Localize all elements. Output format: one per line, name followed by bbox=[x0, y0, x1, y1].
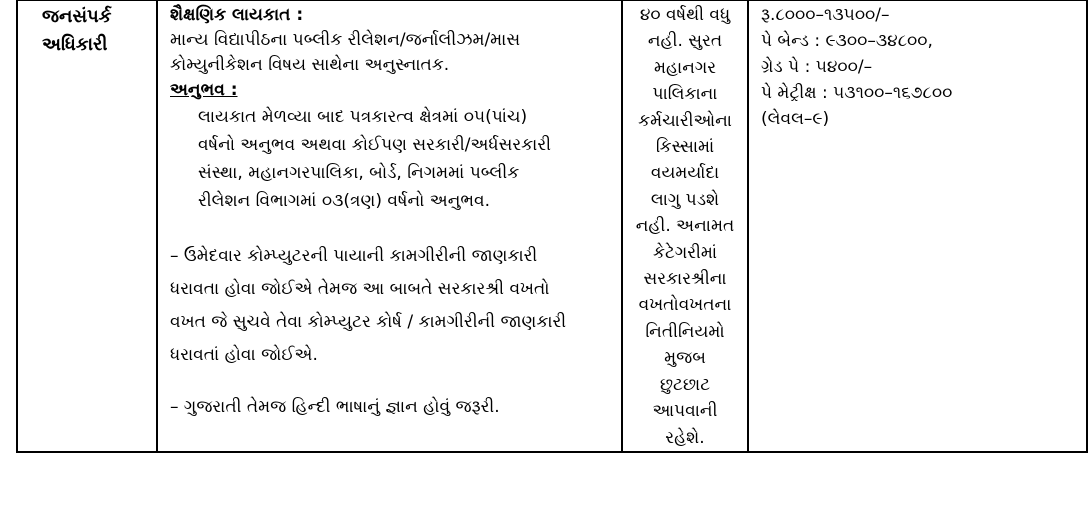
age-limit-line: કિસ્સામાં bbox=[655, 137, 715, 158]
computer-note: ધરાવતાં હોવા જોઈએ. bbox=[170, 345, 318, 365]
age-limit-line: પાલિકાના bbox=[652, 84, 718, 105]
pay-scale-line: (લેવલ–૯) bbox=[761, 109, 830, 129]
age-limit-line: નહી. અનામત bbox=[635, 216, 735, 237]
age-limit-line: મુજબ bbox=[664, 348, 706, 369]
recruitment-table bbox=[16, 0, 1088, 453]
post-name: જનસંપર્ક bbox=[42, 6, 112, 27]
education-heading: શૈક્ષણિક લાયકાત : bbox=[170, 5, 304, 25]
experience-heading: અનુભવ : bbox=[170, 80, 238, 100]
age-limit-line: ૪૦ વર્ષથી વધુ bbox=[639, 5, 731, 25]
pay-scale-line: પે બેન્ડ : ૯૩૦૦–૩૪૮૦૦, bbox=[761, 31, 933, 51]
age-limit-cell bbox=[622, 1, 748, 452]
pay-scale-line: પે મેટ્રીક્ષ : ૫૩૧૦૦–૧૬૭૮૦૦ bbox=[761, 83, 953, 103]
qualification-cell bbox=[157, 1, 622, 452]
experience-text: લાયકાત મેળવ્યા બાદ પત્રકારત્વ ક્ષેત્રમાં ૦૫(પાંચ) bbox=[198, 107, 528, 127]
post-name: અધિકારી bbox=[42, 34, 108, 55]
post-name-cell bbox=[17, 1, 157, 452]
computer-note: ધરાવતા હોવા જોઈએ તેમજ આ બાબતે સરકારશ્રી વખતો bbox=[170, 279, 550, 299]
age-limit-line: આપવાની bbox=[652, 401, 718, 422]
age-limit-line: મહાનગર bbox=[653, 57, 717, 78]
language-note: – ગુજરાતી તેમજ હિન્દી ભાષાનું જ્ઞાન હોવું જરૂરી. bbox=[170, 397, 500, 417]
computer-note: – ઉમેદવાર કોમ્પ્યુટરની પાયાની કામગીરીની જાણકારી bbox=[170, 246, 538, 266]
experience-text: રીલેશન વિભાગમાં ૦૩(ત્રણ) વર્ષનો અનુભવ. bbox=[198, 191, 490, 211]
experience-text: સંસ્થા, મહાનગરપાલિકા, બોર્ડ, નિગમમાં પબ્લીક bbox=[198, 163, 520, 183]
age-limit-line: રહેશે. bbox=[665, 427, 705, 448]
computer-note: વખત જે સુચવે તેવા કોમ્પ્યુટર કોર્ષ / કામગીરીની જાણકારી bbox=[170, 312, 567, 332]
age-limit-line: લાગુ પડશે bbox=[650, 189, 720, 210]
age-limit-line: કર્મચારીઓના bbox=[638, 110, 732, 131]
education-text: માન્ય વિદ્યાપીઠના પબ્લીક રીલેશન/જર્નાલીઝમ/માસ bbox=[170, 30, 521, 50]
pay-scale-line: ગ્રેડ પે : ૫૪૦૦/– bbox=[761, 57, 873, 77]
age-limit-line: સરકારશ્રીના bbox=[643, 269, 727, 290]
age-limit-line: વયમર્યાદા bbox=[650, 163, 720, 184]
age-limit-line: છુટછાટ bbox=[659, 374, 711, 395]
age-limit-line: વખતોવખતના bbox=[638, 295, 732, 316]
experience-text: વર્ષનો અનુભવ અથવા કોઈપણ સરકારી/અર્ધસરકારી bbox=[198, 135, 551, 155]
age-limit-line: કેટેગરીમાં bbox=[652, 242, 718, 263]
pay-scale-cell bbox=[748, 1, 1087, 452]
pay-scale-line: રૂ.૮૦૦૦–૧૩૫૦૦/– bbox=[761, 5, 890, 25]
age-limit-line: નિતીનિયમો bbox=[645, 321, 725, 342]
age-limit-line: નહી. સુરત bbox=[647, 31, 723, 52]
education-text: કોમ્યુનીકેશન વિષય સાથેના અનુસ્નાતક. bbox=[170, 55, 450, 75]
table-row bbox=[17, 1, 1087, 452]
